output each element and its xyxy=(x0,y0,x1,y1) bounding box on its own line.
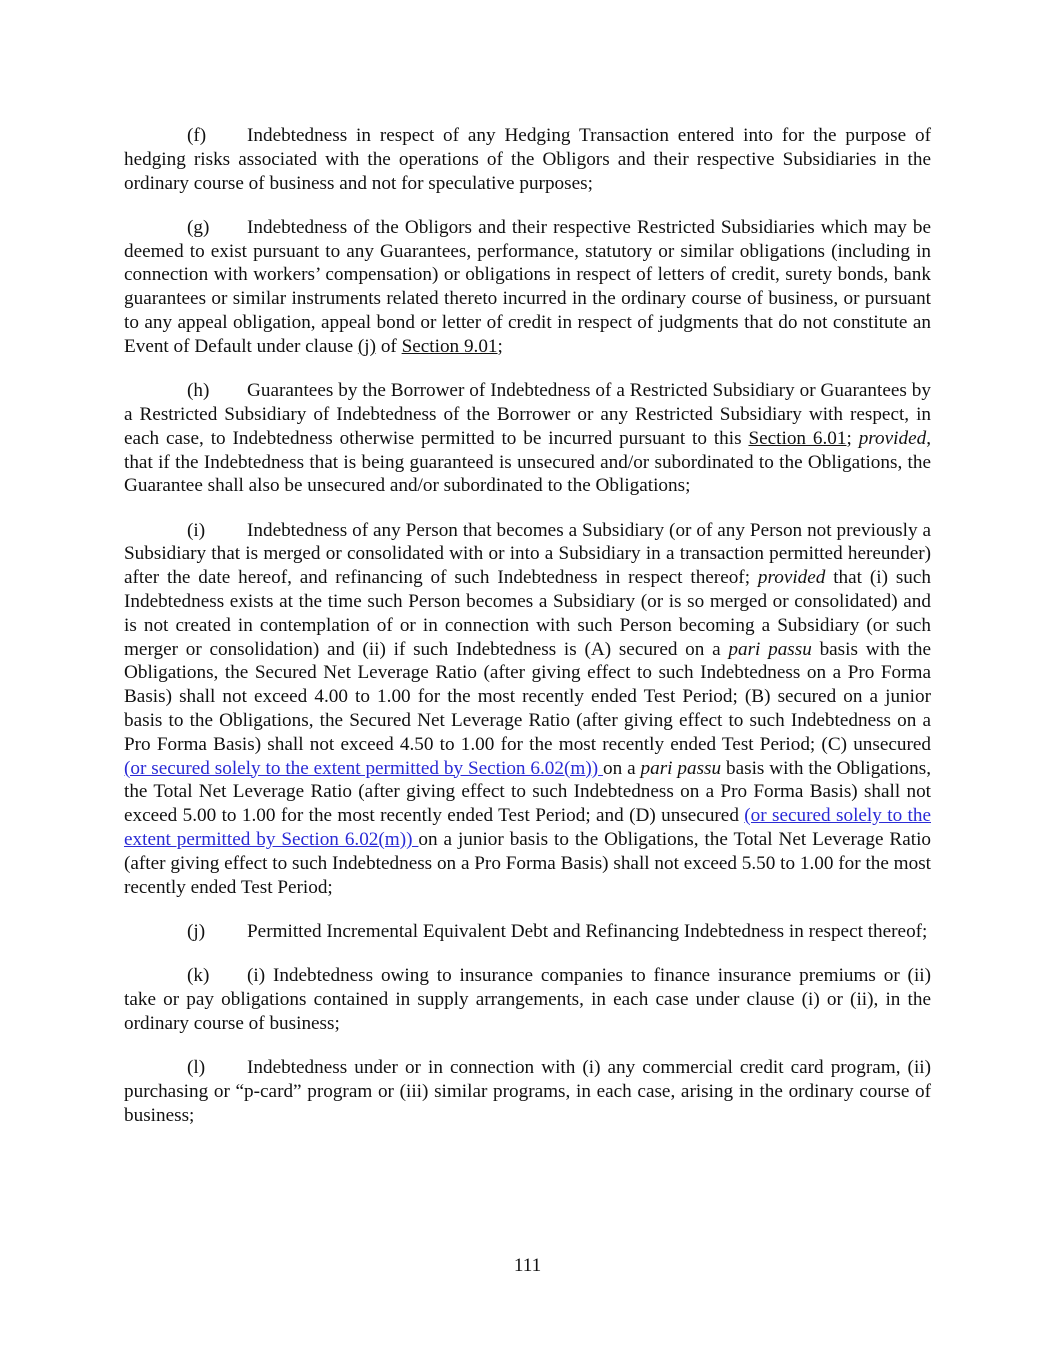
clause-h xyxy=(124,379,931,498)
document-page xyxy=(124,124,931,1148)
page-number: 111 xyxy=(513,1255,542,1276)
clause-text: (i) Indebtedness owing to insurance companies to finance insurance premiums or (ii) take or pay obligations contained in supply arrangements, in each case under clause (i) or (ii), in the ordinary course of business; xyxy=(124,965,931,1034)
clause-label: (g) xyxy=(187,216,210,238)
clause-text: basis with the Obligations, the Total Net Leverage Ratio (after giving effect to such Indebtedness on a Pro Forma Basis) shall not exceed 5.00 to 1.00 for the most recently ended Test Period; and (D) unsecured xyxy=(124,757,931,827)
clause-i xyxy=(124,519,931,900)
clause-text: Guarantees by the Borrower of Indebtedness of a Restricted Subsidiary or Guarantees by a Restricted Subsidiary of Indebtedness of the Borrower or any Restricted Subsidiary with respect, in each case, to Indebtedness otherwise permitted to be incurred pursuant to this xyxy=(124,380,931,449)
clause-text: on a xyxy=(603,757,641,779)
clause-label: (l) xyxy=(187,1057,206,1079)
clause-text: Indebtedness in respect of any Hedging Transaction entered into for the purpose of hedging risks associated with the operations of the Obligors and their respective Subsidiaries in the ordinary course of business and not for speculative purposes; xyxy=(124,125,931,194)
clause-text: basis with the Obligations, the Secured Net Leverage Ratio (after giving effect to such Indebtedness on a Pro Forma Basis) shall not exceed 4.00 to 1.00 for the most recently ended Test Period; (B) secured on a junior basis to the Obligations, the Secured Net Leverage Ratio (after giving effect to such Indebtedness on a Pro Forma Basis) shall not exceed 4.50 to 1.00 for the most recently ended Test Period; (C) unsecured xyxy=(124,638,931,755)
section-reference: Section 6.01 xyxy=(748,427,847,449)
clause-text: on a junior basis to the Obligations, the Total Net Leverage Ratio (after giving effect to such Indebtedness on a Pro Forma Basis) shall not exceed 5.50 to 1.00 for the most recently ended Test Period; xyxy=(124,829,931,898)
clause-l xyxy=(124,1056,931,1127)
clause-text: ; xyxy=(497,335,503,357)
clause-text: Indebtedness of any Person that becomes a Subsidiary (or of any Person not previously a Subsidiary that is merged or consolidated with or into a Subsidiary in a transaction permitted hereunder) after the date hereof, and refinancing of such Indebtedness in respect thereof; xyxy=(124,519,931,589)
clause-text: Indebtedness under or in connection with (i) any commercial credit card program, (ii) purchasing or “p-card” program or (iii) similar programs, in each case, arising in the ordinary course of business; xyxy=(124,1057,931,1126)
clause-label: (i) xyxy=(187,519,206,541)
clause-label: (k) xyxy=(187,965,210,987)
clause-label: (f) xyxy=(187,125,207,146)
clause-text: , that if the Indebtedness that is being guaranteed is unsecured and/or subordinated to the Obligations, the Guarantee shall also be unsecured and/or subordinated to the Obligations; xyxy=(124,427,931,497)
clause-text: of xyxy=(376,335,402,357)
clause-text: Permitted Incremental Equivalent Debt and Refinancing Indebtedness in respect thereof; xyxy=(247,920,928,942)
clause-label: (h) xyxy=(187,380,210,402)
italic-term: pari passu xyxy=(640,757,722,779)
clause-text: Indebtedness of the Obligors and their respective Restricted Subsidiaries which may be deemed to exist pursuant to any Guarantees, performance, statutory or similar obligations (including in connection with workers’ compensation) or obligations in respect of letters of credit, surety bonds, bank guarantees or similar instruments related thereto incurred in the ordinary course of business, or pursuant to any appeal obligation, appeal bond or letter of credit in respect of judgments that do not constitute an Event of Default under clause xyxy=(124,216,931,357)
clause-k xyxy=(124,964,931,1035)
clause-f xyxy=(124,124,931,195)
clause-label: (j) xyxy=(187,920,206,942)
tracked-insertion: (or secured solely to the extent permitted by Section 6.02(m)) xyxy=(124,757,603,779)
clause-j xyxy=(124,920,931,944)
tracked-insertion: (or secured solely to the extent permitted by Section 6.02(m)) xyxy=(124,805,931,851)
italic-term: pari passu xyxy=(728,638,812,660)
clause-text: ; xyxy=(846,427,859,449)
clause-text: that (i) such Indebtedness exists at the time such Person becomes a Subsidiary (or is so merged or consolidated) and is not created in contemplation of or in connection with such Person becoming a Subsidiary (or such merger or consolidation) and (ii) if such Indebtedness is (A) secured on a xyxy=(124,567,931,660)
clause-g xyxy=(124,216,931,359)
italic-term: provided xyxy=(858,427,927,449)
clause-reference: (j) xyxy=(357,335,377,357)
italic-term: provided xyxy=(757,567,826,589)
section-reference: Section 9.01 xyxy=(401,335,498,357)
